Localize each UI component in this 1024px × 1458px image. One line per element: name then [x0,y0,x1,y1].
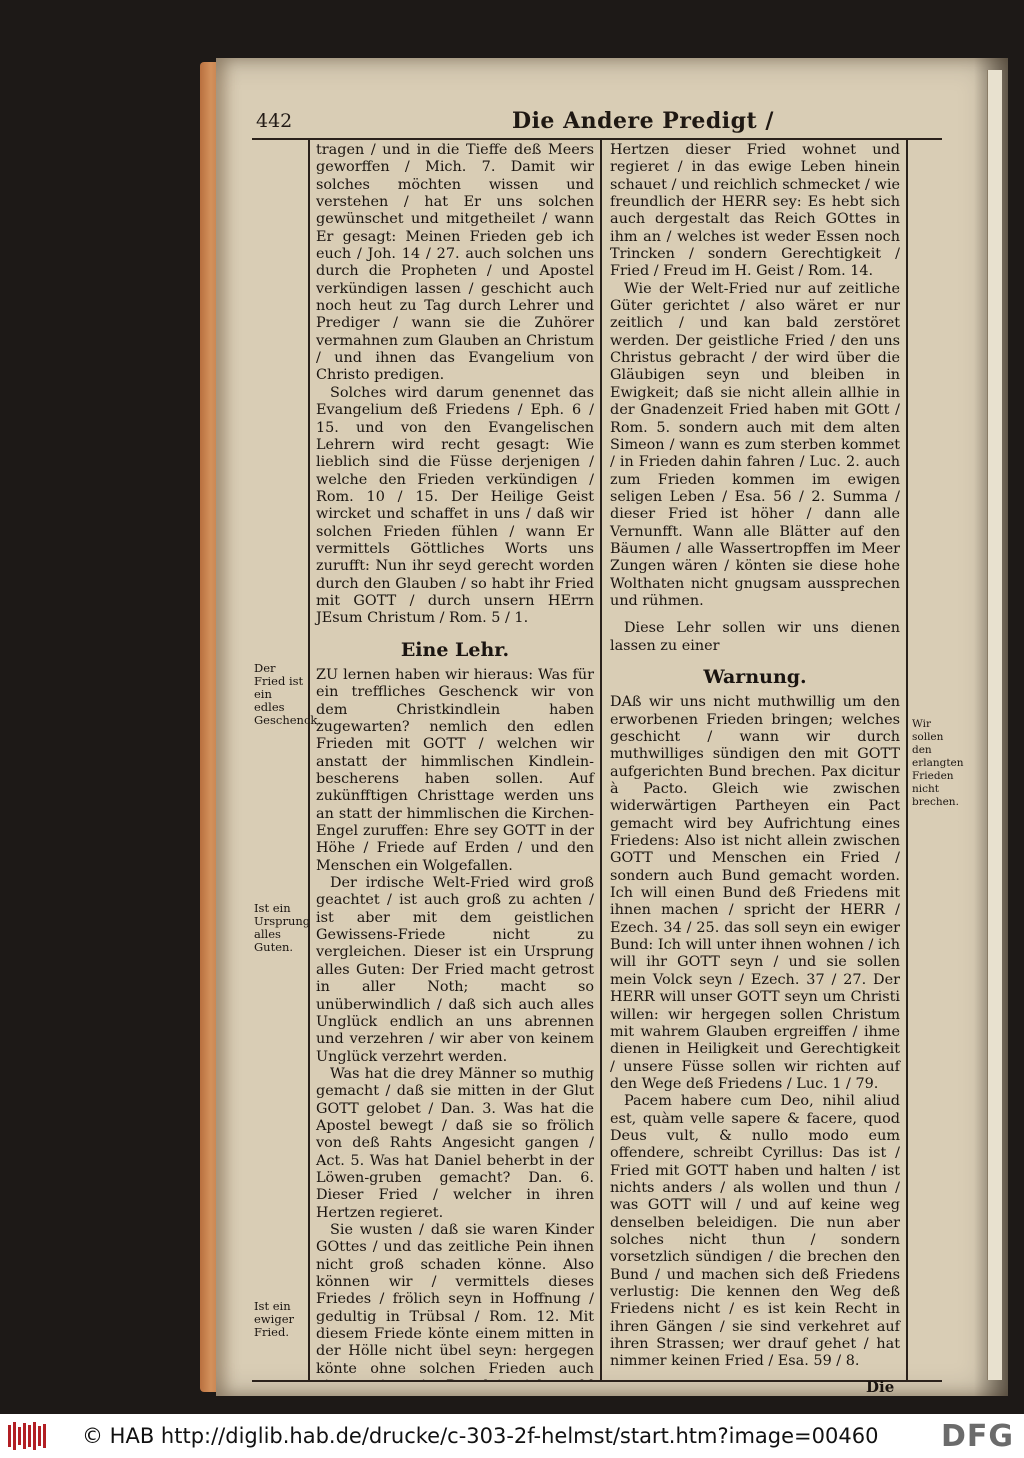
text-column-right [604,140,904,1380]
page-header [252,110,942,140]
footer-url[interactable]: © HAB http://diglib.hab.de/drucke/c-303-2f-helmst/start.htm?image=00460 [82,1424,879,1448]
left-margin-column [252,140,322,1380]
paragraph: Sie wusten / daß sie waren Kinder GOttes / und das zeitliche Pein ihnen nicht groß schaden könne. Also können wir / vermittels dieses Friedes / frölich seyn in Hoffnung / gedultig in Trübsal / Rom. 12. Mit diesem Friede könte einem mitten in der Hölle nicht übel seyn: hergegen könte ohne solchen Frieden auch [316,1221,594,1377]
margin-note-1: Der Fried ist ein edles Geschenck. [254,661,322,727]
page-number: 442 [256,110,293,132]
dfg-logo: DFG [940,1418,1014,1454]
hab-logo-icon [8,1421,52,1451]
section-title-warnung: Warnung. [703,665,807,688]
running-head: Die Andere Predigt / [512,108,774,134]
paragraph: Wie der Welt-Fried nur auf zeitliche Güter gerichtet / also wäret er nur zeitlich / und kan bald zerstöret werden. Der geistliche Fried / den uns Christus gebracht / der wird über die Gläubigen seyn und bleiben in Ewigkeit; daß sie nicht allein allhie in der Gnadenzeit Fried haben mit GOtt / Rom. 5. sondern auch mit dem alten Simeon / wann es zum sterben kommet / in Frieden dahin fahren / Luc. 2. auch zum Frieden kommen im ewigen seligen Leben / Esa. 56 / 2. Summa / dieser Fried ist höher / dann alle Vernunfft. Wann alle Blätter auf den Bäumen / alle Wassertropffen im Meer Zungen wären / könten sie diese hohe Wolthaten nicht gnugsam aussprechen und rühmen. [610,280,900,609]
paragraph: Solches wird darum genennet das Evangelium deß Friedens / Eph. 6 / 15. und von den Evangelischen Lehrern wird recht gesagt: Wie lieblich sind die Füsse derjenigen / welche den Frieden verkündigen / Rom. 10 / 15. Der Heilige Geist wircket und schaffet in uns / daß wir solchen Frieden fühlen / wann Er vermittels Göttliches Worts uns zurufft: Nun ihr seyd gerecht worden durch den Glauben / so habt ihr Fried mit GOTT / durch unsern HErrn JEsum Christum / Rom. 5 / 1. [316,384,594,627]
paragraph: Diese Lehr sollen wir uns dienen lassen zu einer [610,620,900,654]
section-title-lehr: Eine Lehr. [400,638,510,661]
paragraph: Was hat die drey Männer so muthig gemacht / daß sie mitten in der Glut GOTT gelobet / Dan. 3. Was hat die Apostel bewegt / daß sie so frölich von deß Rahts Angesicht gangen / Act. 5. Was hat Daniel beherbt in der Löwen-gruben gemacht? Dan. 6. Dieser Fried / welcher in ihren Hertzen regieret. [316,1065,594,1221]
paragraph: Pacem habere cum Deo, nihil aliud est, quàm velle sapere & facere, quod Deus vult, & nullo modo eum offendere, schreibt Cyrillus: Das ist / Fried mit GOTT haben und halten / ist nichts anders / als wollen und thun / was GOTT will / und auf keine weg denselben beleidigen. Die nun aber solches nicht thun / sondern vorsetzlich sündigen / die brechen den Bund / und machen sich deß Friedens verlustig: Die kennen den Weg deß Friedens nicht / es ist kein Recht in ihren Gängen / sie sind verkehret auf ihren Strassen; wer drauf gehet / hat nimmer keinen Fried / Esa. 59 / 8. [610,1093,900,1370]
paragraph: Hertzen dieser Fried wohnet und regieret / in das ewige Leben hinein schauet / und reichlich schmecket / wie freundlich der HERR sey: Es hebt sich auch dergestalt das Reich GOttes in ihm an / welches ist weder Essen noch Trincken / sondern Gerechtigkeit / Fried / Freud im H. Geist / Rom. 14. [610,142,900,280]
viewer-footer [0,1414,1024,1458]
paragraph: DAß wir uns nicht muthwillig um den erworbenen Frieden bringen; welches geschicht / wann wir durch muthwilliges sündigen den mit GOTT aufgerichten Bund brechen. Pax dicitur à Pacto. Gleich wie zwischen widerwärtigen Partheyen ein Pact gemacht wird bey Aufrichtung eines Friedens: Also ist nicht allein zwischen GOTT und Menschen ein Fried / sondern auch Bund gemacht worden. Ich will einen Bund deß Friedens mit ihnen machen / spricht der HERR / Ezech. 34 / 25. das soll seyn ein ewiger Bund: Ich will unter ihnen wohnen / ich will ihr GOTT seyn / und sie sollen mein Volck seyn / Ezech. 37 / 27. Der HERR will unser GOTT seyn um Christi willen: wir hergegen sollen Christum mit wahrem Glauben ergreiffen / ihme dienen in Heiligkeit und Gerechtigkeit / unsere Füsse sollen wir richten auf den Wege deß Friedens / Luc. 1 / 79. [610,694,900,1092]
color-calibration-strip [987,70,1002,1380]
paragraph: Der irdische Welt-Fried wird groß geachtet / ist auch groß zu achten / ist aber mit dem geistlichen Gewissens-Friede nicht zu vergleichen. Dieser ist ein Ursprung alles Guten: Der Fried macht getrost in aller Noth; macht so unüberwindlich / daß sich auch alles Unglück endlich an uns abrennen und verzehren / wir aber von keinem Unglück verzehrt werden. [316,875,594,1065]
right-margin-column [906,140,964,1380]
text-column-left [312,140,602,1380]
paragraph: ZU lernen haben wir hieraus: Was für ein treffliches Geschenck wir von dem Christkindlein haben zugewarten? nemlich den edlen Frieden mit GOTT / welchen wir anstatt der himmlischen Kindlein-bescherens haben sollen. Auf zukünfftigen Christtage werden uns an statt der himmlischen die Kirchen-Engel zuruffen: Ehre sey GOTT in der Höhe / Friede auf Erden / und den Menschen ein Wolgefallen. [316,666,594,874]
bottom-rule [252,1380,942,1382]
paragraph: tragen / und in die Tieffe deß Meers geworffen / Mich. 7. Damit wir solches möchten wissen und verstehen / hat Er uns solchen gewünschet und mitgetheilet / wann Er gesagt: Meinen Frieden geb ich euch / Joh. 14 / 27. auch solchen uns durch die Propheten / und Apostel verkündigen lassen / geschicht auch noch heut zu Tag durch Lehrer und Prediger / wann sie die Zuhörer vermahnen zum Glauben an Christum / und ihnen das Evangelium von Christo predigen. [316,142,594,384]
scanned-page [216,58,1008,1396]
margin-note-2: Ist ein Ursprung alles Guten. [254,901,311,954]
margin-note-4: Wir sollen den erlangten Frieden nicht brechen. [912,718,964,808]
catchword: Die [866,1378,895,1396]
margin-note-3: Ist ein ewiger Fried. [254,1299,294,1339]
